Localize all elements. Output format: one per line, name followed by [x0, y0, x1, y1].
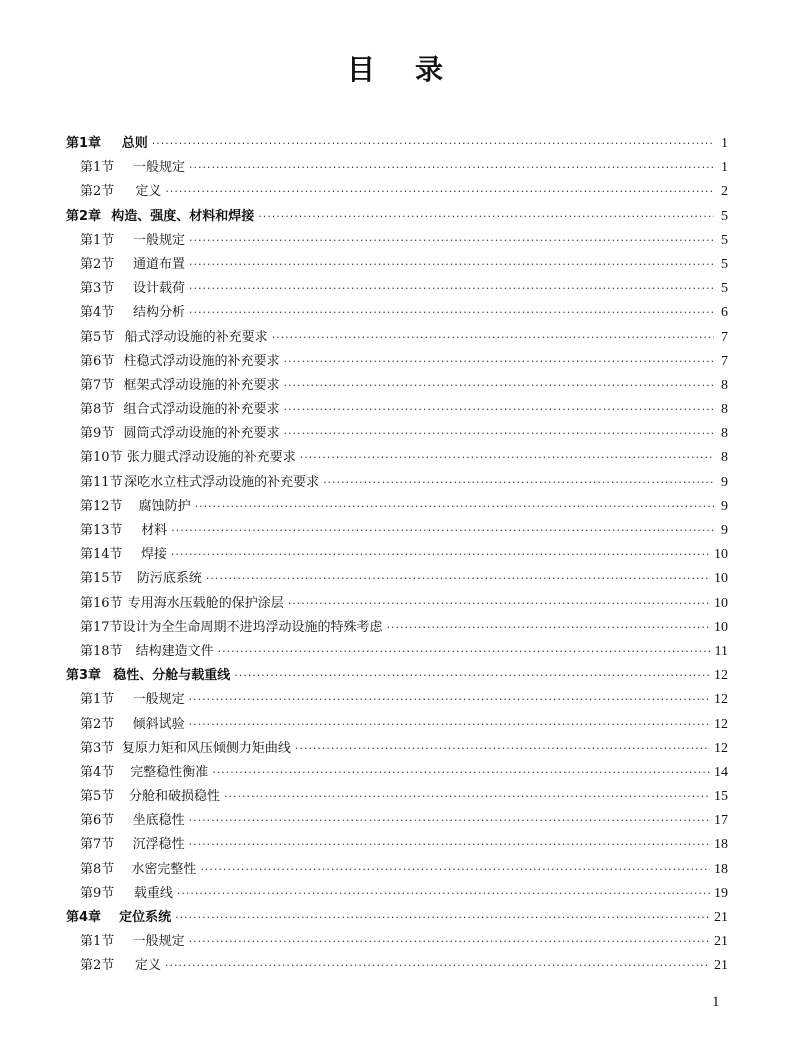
- dot-leader: [218, 645, 711, 658]
- entry-page: 6: [721, 305, 728, 321]
- entry-number: 第2节: [80, 958, 115, 974]
- dot-leader: [283, 427, 714, 440]
- entry-number: 第4节: [80, 764, 115, 780]
- entry-title: 组合式浮动设施的补充要求: [123, 402, 280, 418]
- toc-chapter-entry[interactable]: [66, 906, 728, 930]
- entry-page: 10: [714, 571, 728, 587]
- toc-section-entry[interactable]: [66, 446, 728, 470]
- toc-section-entry[interactable]: [66, 616, 728, 640]
- entry-number: 第2节: [80, 184, 115, 200]
- entry-number: 第8节: [80, 402, 115, 418]
- entry-number: 第3节: [80, 740, 115, 756]
- entry-number: 第1节: [80, 160, 115, 176]
- dot-leader: [177, 887, 710, 900]
- entry-page: 15: [714, 789, 728, 805]
- dot-leader: [189, 258, 714, 271]
- entry-number: 第4节: [80, 305, 115, 321]
- entry-title: 专用海水压载舱的保护涂层: [127, 595, 284, 611]
- dot-leader: [189, 838, 710, 851]
- entry-page: 8: [721, 377, 728, 393]
- entry-number: 第6节: [80, 813, 115, 829]
- entry-number: 第5节: [80, 789, 115, 805]
- entry-number: 第8节: [80, 861, 115, 877]
- toc-section-entry[interactable]: [66, 229, 728, 253]
- entry-page: 5: [721, 208, 728, 224]
- entry-number: 第4章: [66, 910, 102, 925]
- entry-title: 分舱和破损稳性: [129, 789, 221, 805]
- toc-section-entry[interactable]: [66, 785, 728, 809]
- toc-section-entry[interactable]: [66, 930, 728, 954]
- entry-page: 21: [714, 934, 728, 950]
- entry-number: 第3节: [80, 281, 115, 297]
- dot-leader: [189, 718, 710, 731]
- entry-page: 7: [721, 353, 728, 369]
- toc-section-entry[interactable]: [66, 326, 728, 350]
- dot-leader: [258, 210, 714, 223]
- dot-leader: [283, 355, 714, 368]
- entry-page: 5: [721, 232, 728, 248]
- entry-title: 定义: [135, 958, 162, 974]
- entry-title: 一般规定: [132, 692, 185, 708]
- entry-number: 第7节: [80, 377, 115, 393]
- toc-section-entry[interactable]: [66, 495, 728, 519]
- toc-section-entry[interactable]: [66, 374, 728, 398]
- dot-leader: [224, 790, 710, 803]
- dot-leader: [189, 161, 714, 174]
- entry-title: 定义: [135, 184, 162, 200]
- entry-number: 第12节: [80, 498, 123, 514]
- toc-section-entry[interactable]: [66, 350, 728, 374]
- entry-title: 完整稳性衡准: [130, 764, 209, 780]
- dot-leader: [189, 814, 710, 827]
- entry-page: 2: [721, 184, 728, 200]
- entry-title: 框架式浮动设施的补充要求: [123, 377, 280, 393]
- entry-title: 一般规定: [132, 160, 185, 176]
- toc-section-entry[interactable]: [66, 592, 728, 616]
- toc-section-entry[interactable]: [66, 688, 728, 712]
- toc-section-entry[interactable]: [66, 543, 728, 567]
- dot-leader: [175, 911, 710, 924]
- entry-title: 设计载荷: [132, 281, 185, 297]
- entry-title: 水密完整性: [131, 861, 197, 877]
- entry-page: 14: [714, 764, 728, 780]
- entry-number: 第1章: [66, 136, 102, 151]
- toc-section-entry[interactable]: [66, 398, 728, 422]
- entry-page: 17: [714, 813, 728, 829]
- entry-title: 复原力矩和风压倾侧力矩曲线: [121, 740, 291, 756]
- toc-section-entry[interactable]: [66, 737, 728, 761]
- entry-number: 第18节: [80, 643, 123, 659]
- toc-section-entry[interactable]: [66, 422, 728, 446]
- entry-number: 第9节: [80, 885, 115, 901]
- entry-number: 第10节: [80, 450, 123, 466]
- entry-number: 第1节: [80, 934, 115, 950]
- dot-leader: [234, 669, 710, 682]
- dot-leader: [195, 500, 714, 513]
- entry-page: 10: [714, 595, 728, 611]
- entry-title: 船式浮动设施的补充要求: [124, 329, 268, 345]
- entry-number: 第9节: [80, 426, 115, 442]
- entry-title: 倾斜试验: [132, 716, 185, 732]
- toc-section-entry[interactable]: [66, 882, 728, 906]
- entry-page: 18: [714, 837, 728, 853]
- entry-title: 通道布置: [132, 256, 185, 272]
- dot-leader: [288, 597, 710, 610]
- entry-title: 材料: [141, 523, 168, 538]
- entry-number: 第1节: [80, 232, 115, 248]
- entry-page: 21: [714, 910, 728, 925]
- entry-page: 7: [721, 329, 728, 345]
- toc-section-entry[interactable]: [66, 954, 728, 978]
- entry-page: 11: [714, 643, 728, 659]
- entry-number: 第6节: [80, 353, 115, 369]
- entry-title: 腐蚀防护: [138, 498, 191, 514]
- toc-section-entry[interactable]: [66, 761, 728, 785]
- entry-number: 第1节: [80, 692, 115, 708]
- dot-leader: [212, 766, 710, 779]
- dot-leader: [152, 137, 714, 150]
- dot-leader: [300, 451, 714, 464]
- toc-section-entry[interactable]: [66, 253, 728, 277]
- entry-number: 第5节: [80, 329, 115, 345]
- entry-title: 结构分析: [132, 305, 185, 321]
- toc-section-entry[interactable]: [66, 640, 728, 664]
- entry-page: 5: [721, 256, 728, 272]
- toc-chapter-entry[interactable]: [66, 132, 728, 156]
- entry-page: 18: [714, 861, 728, 877]
- toc-chapter-entry[interactable]: [66, 205, 728, 229]
- toc-section-entry[interactable]: [66, 858, 728, 882]
- entry-title: 构造、强度、材料和焊接: [111, 208, 255, 224]
- entry-page: 12: [714, 692, 728, 708]
- dot-leader: [189, 693, 710, 706]
- entry-number: 第17节: [80, 619, 123, 635]
- table-of-contents: [66, 132, 728, 979]
- entry-page: 12: [714, 716, 728, 732]
- entry-title: 一般规定: [132, 232, 185, 248]
- entry-number: 第3章: [66, 668, 102, 684]
- toc-section-entry[interactable]: [66, 519, 728, 543]
- dot-leader: [283, 403, 714, 416]
- dot-leader: [171, 524, 714, 537]
- entry-title: 焊接: [140, 547, 167, 563]
- entry-number: 第13节: [80, 523, 123, 538]
- entry-title: 防污底系统: [136, 571, 202, 587]
- toc-section-entry[interactable]: [66, 180, 728, 204]
- entry-title: 坐底稳性: [132, 813, 185, 829]
- entry-page: 9: [721, 474, 728, 490]
- dot-leader: [206, 572, 710, 585]
- toc-section-entry[interactable]: [66, 301, 728, 325]
- entry-title: 圆筒式浮动设施的补充要求: [123, 426, 280, 442]
- entry-number: 第14节: [80, 547, 123, 563]
- entry-page: 12: [714, 740, 728, 756]
- entry-page: 8: [721, 402, 728, 418]
- toc-section-entry[interactable]: [66, 809, 728, 833]
- dot-leader: [272, 331, 714, 344]
- dot-leader: [323, 476, 714, 489]
- dot-leader: [189, 935, 710, 948]
- entry-title: 稳性、分舱与载重线: [113, 668, 231, 684]
- entry-number: 第2节: [80, 256, 115, 272]
- toc-section-entry[interactable]: [66, 713, 728, 737]
- dot-leader: [387, 621, 710, 634]
- dot-leader: [165, 959, 710, 972]
- entry-title: 设计为全生命周期不进坞浮动设施的特殊考虑: [122, 619, 383, 635]
- entry-page: 10: [714, 547, 728, 563]
- entry-number: 第11节: [80, 474, 123, 490]
- toc-chapter-entry[interactable]: [66, 664, 728, 688]
- dot-leader: [165, 185, 714, 198]
- entry-number: 第16节: [80, 595, 123, 611]
- entry-title: 张力腿式浮动设施的补充要求: [126, 450, 296, 466]
- toc-section-entry[interactable]: [66, 471, 728, 495]
- entry-title: 一般规定: [132, 934, 185, 950]
- entry-number: 第15节: [80, 571, 123, 587]
- entry-page: 9: [721, 498, 728, 514]
- entry-page: 8: [721, 450, 728, 466]
- dot-leader: [189, 306, 714, 319]
- entry-number: 第7节: [80, 837, 115, 853]
- entry-page: 1: [721, 160, 728, 176]
- entry-page: 21: [714, 958, 728, 974]
- entry-page: 9: [721, 523, 728, 538]
- entry-title: 定位系统: [119, 910, 172, 925]
- entry-page: 19: [714, 885, 728, 901]
- entry-page: 1: [721, 136, 728, 151]
- entry-page: 10: [714, 619, 728, 635]
- entry-page: 5: [721, 281, 728, 297]
- dot-leader: [283, 379, 714, 392]
- toc-section-entry[interactable]: [66, 567, 728, 591]
- entry-title: 载重线: [133, 885, 173, 901]
- dot-leader: [295, 742, 710, 755]
- entry-title: 深吃水立柱式浮动设施的补充要求: [124, 474, 320, 490]
- page-title: 目录: [346, 53, 483, 86]
- dot-leader: [189, 282, 714, 295]
- page-number: 1: [712, 994, 720, 1010]
- toc-section-entry[interactable]: [66, 156, 728, 180]
- toc-section-entry[interactable]: [66, 277, 728, 301]
- entry-page: 8: [721, 426, 728, 442]
- entry-page: 12: [714, 668, 728, 684]
- dot-leader: [171, 548, 710, 561]
- entry-number: 第2章: [66, 208, 102, 224]
- entry-title: 柱稳式浮动设施的补充要求: [123, 353, 280, 369]
- entry-number: 第2节: [80, 716, 115, 732]
- entry-title: 沉浮稳性: [132, 837, 185, 853]
- entry-title: 结构建造文件: [135, 643, 214, 659]
- dot-leader: [189, 234, 714, 247]
- entry-title: 总则: [121, 136, 148, 151]
- toc-section-entry[interactable]: [66, 833, 728, 857]
- dot-leader: [200, 863, 710, 876]
